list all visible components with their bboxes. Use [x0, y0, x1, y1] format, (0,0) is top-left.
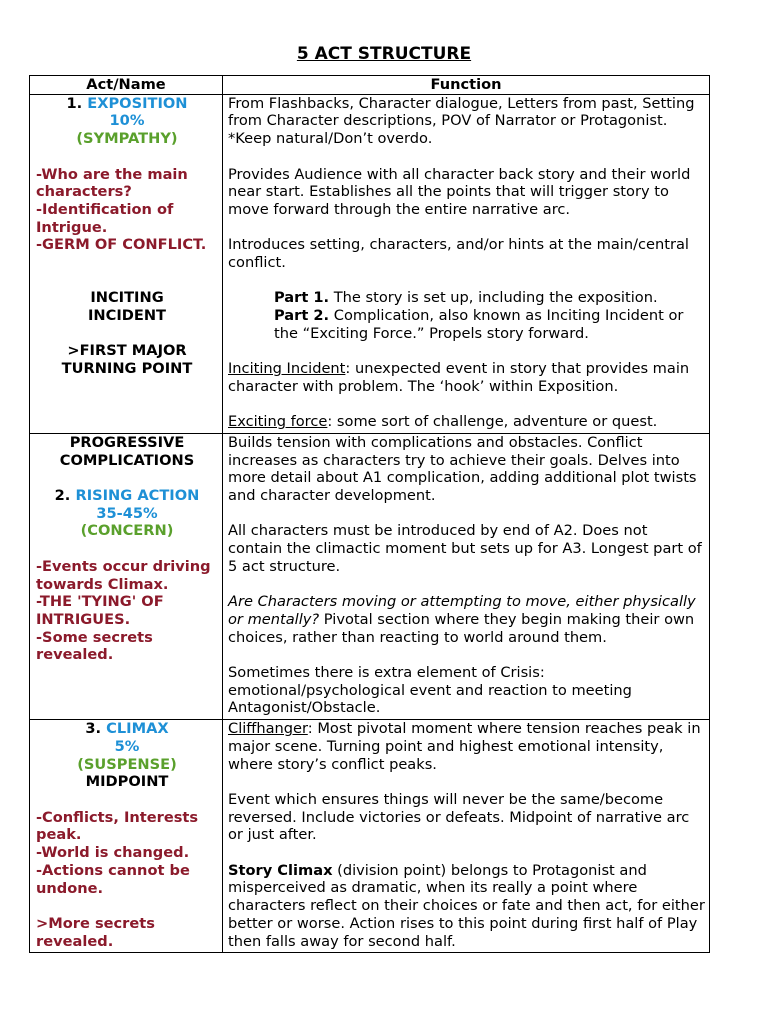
exciting-force-definition: Exciting force: some sort of challenge, adventure or quest. [228, 413, 658, 431]
part-1-line: Part 1. The story is set up, including the exposition. [274, 289, 658, 307]
act-1-note: -Who are the main characters? [36, 165, 188, 201]
act-3-note: >More secrets revealed. [36, 914, 155, 950]
act-2-heading: 2. RISING ACTION [54, 487, 200, 505]
act-2-paragraph: Sometimes there is extra element of Crisis: emotional/psychological event and reaction to meeting Antagonist/Obstacle. [228, 664, 632, 717]
act-1-note: -GERM OF CONFLICT. [36, 236, 207, 254]
act-1-heading: 1. EXPOSITION [66, 94, 188, 112]
act-2-paragraph: Builds tension with complications and obstacles. Conflict increases as characters try to achieve their goals. Delves into more detail about A1 complication, adding additional plot twists and character development. [228, 433, 697, 505]
act-3-heading: 3. CLIMAX [85, 720, 169, 738]
inciting-incident-definition: Inciting Incident: unexpected event in story that provides main character with problem. The ‘hook’ within Exposition. [228, 360, 690, 395]
act-2-name: RISING ACTION [75, 487, 200, 505]
act-3-note: -World is changed. [36, 844, 190, 862]
table-row [30, 94, 710, 433]
cliffhanger-definition: Cliffhanger: Most pivotal moment where tension reaches peak in major scene. Turning point and highest emotional intensity, where story’s conflict peaks. [228, 720, 701, 773]
act-2-function-cell [223, 433, 710, 719]
act-3-note: -Conflicts, Interests peak. [36, 808, 199, 844]
act-2-percent: 35-45% [96, 504, 158, 522]
table-header-row [30, 76, 710, 95]
act-structure-table [29, 75, 710, 953]
act-3-name: CLIMAX [106, 720, 169, 738]
story-climax-definition: Story Climax (division point) belongs to Protagonist and misperceived as dramatic, when its really a point where characters reflect on their choices or fate and then act, for either better or worse. Action rises to this point during first half of Play then falls away for second half. [228, 861, 705, 950]
header-function: Function [223, 76, 710, 95]
table-row [30, 720, 710, 953]
act-1-note: -Identification of Intrigue. [36, 200, 174, 236]
act-3-paragraph: Event which ensures things will never be the same/become reversed. Include victories or defeats. Midpoint of narrative arc or just after. [228, 790, 690, 844]
part-2-line: Part 2. Complication, also known as Inciting Incident or the “Exciting Force.” Propels story forward. [274, 307, 684, 342]
act-2-emotion: (CONCERN) [80, 522, 174, 540]
inciting-incident-label: INCITING INCIDENT [87, 289, 167, 325]
progressive-complications-label: PROGRESSIVE COMPLICATIONS [59, 433, 195, 469]
act-1-emotion: (SYMPATHY) [76, 130, 178, 148]
act-1-name-cell [30, 94, 223, 433]
first-turning-point-label: >FIRST MAJOR TURNING POINT [61, 342, 193, 378]
act-1-paragraph: Provides Audience with all character back story and their world near start. Establishes all the points that will trigger story to move forward through the entire narrative arc. [228, 165, 691, 218]
act-3-emotion: (SUSPENSE) [77, 755, 177, 773]
act-1-name: EXPOSITION [87, 94, 188, 112]
act-3-name-cell [30, 720, 223, 953]
midpoint-label: MIDPOINT [85, 773, 169, 791]
act-1-percent: 10% [109, 112, 145, 130]
act-2-note: -Events occur driving towards Climax. [36, 557, 211, 593]
act-2-note: -Some secrets revealed. [36, 628, 153, 664]
table-row [30, 433, 710, 719]
act-3-percent: 5% [114, 737, 140, 755]
act-2-name-cell [30, 433, 223, 719]
act-2-paragraph: Are Characters moving or attempting to move, either physically or mentally? Pivotal section where they begin making their own choices, rather than reacting to world around them. [228, 593, 696, 646]
act-1-function-cell [223, 94, 710, 433]
act-3-function-cell [223, 720, 710, 953]
act-2-note: -THE 'TYING' OF INTRIGUES. [36, 593, 164, 628]
act-1-paragraph: Introduces setting, characters, and/or hints at the main/central conflict. [228, 236, 689, 271]
act-2-paragraph: All characters must be introduced by end of A2. Does not contain the climactic moment but sets up for A3. Longest part of 5 act structure. [228, 522, 702, 575]
page-title: 5 ACT STRUCTURE [296, 44, 472, 64]
header-act-name: Act/Name [30, 76, 223, 95]
act-1-paragraph: From Flashbacks, Character dialogue, Letters from past, Setting from Character descriptions, POV of Narrator or Protagonist. *Keep natural/Don’t overdo. [228, 94, 695, 148]
act-3-note: -Actions cannot be undone. [36, 861, 190, 897]
